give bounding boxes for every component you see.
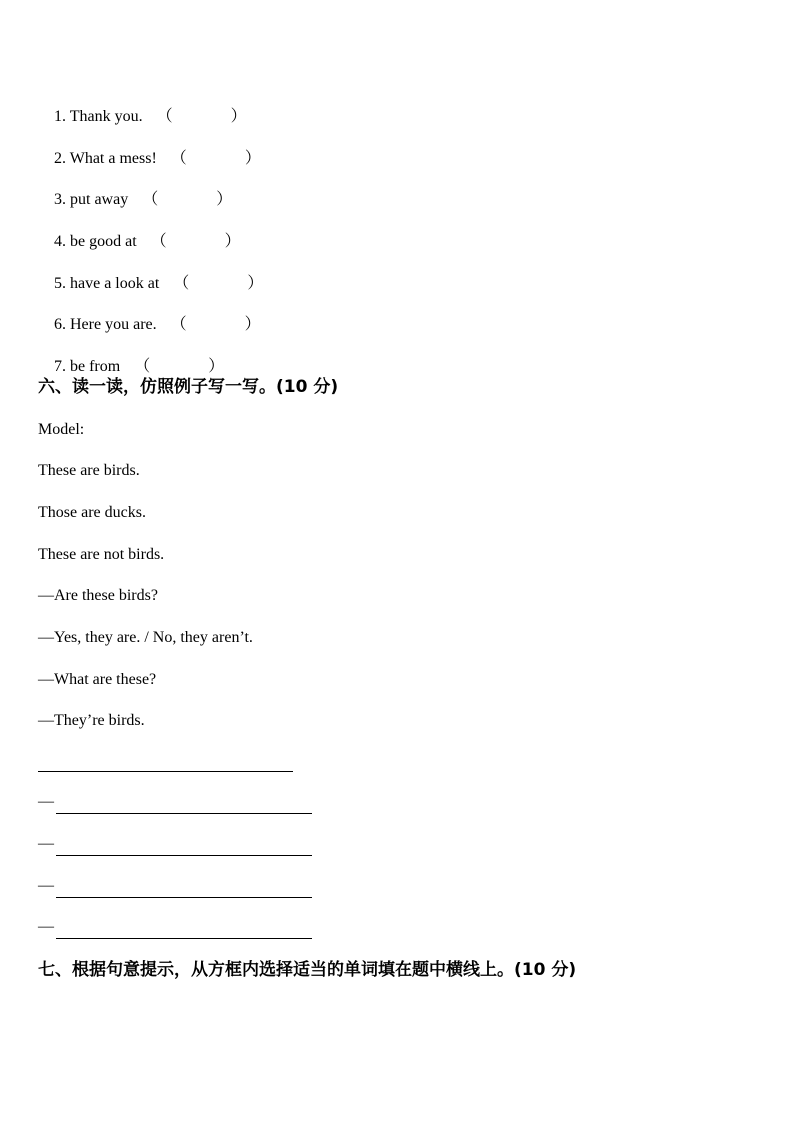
match-item-text: 1. Thank you. — [54, 108, 143, 125]
answer-paren-close: ） — [247, 275, 264, 292]
write-blank-3[interactable] — [56, 855, 312, 856]
model-line-4: —Are these birds? — [38, 587, 158, 604]
model-line-1: These are birds. — [38, 462, 140, 479]
answer-paren-close: ） — [230, 108, 247, 125]
dash-mark: — — [38, 835, 54, 852]
write-blank-2[interactable] — [56, 813, 312, 814]
match-item-text: 4. be good at — [54, 233, 137, 250]
answer-paren-close: ） — [244, 150, 261, 167]
answer-paren-open: （ — [150, 233, 167, 250]
section-6-heading: 六、读一读，仿照例子写一写。(10 分) — [38, 377, 339, 397]
dash-mark: — — [38, 877, 54, 894]
write-blank-5[interactable] — [56, 938, 312, 939]
dash-mark: — — [38, 793, 54, 810]
match-item-text: 2. What a mess! — [54, 150, 157, 167]
dash-mark: — — [38, 918, 54, 935]
match-item-text: 7. be from — [54, 358, 121, 375]
answer-paren-close: ） — [216, 191, 233, 208]
match-item-text: 6. Here you are. — [54, 316, 157, 333]
answer-paren-open: （ — [170, 316, 187, 333]
model-line-2: Those are ducks. — [38, 504, 146, 521]
write-blank-1[interactable] — [38, 771, 293, 772]
answer-paren-close: ） — [208, 358, 225, 375]
model-line-3: These are not birds. — [38, 546, 165, 563]
section-7-heading: 七、根据句意提示，从方框内选择适当的单词填在题中横线上。(10 分) — [38, 960, 577, 980]
answer-paren-open: （ — [173, 275, 190, 292]
write-blank-4[interactable] — [56, 897, 312, 898]
answer-paren-open: （ — [170, 150, 187, 167]
answer-paren-close: ） — [244, 316, 261, 333]
model-line-7: —They’re birds. — [38, 712, 145, 729]
answer-paren-close: ） — [224, 233, 241, 250]
answer-paren-open: （ — [134, 358, 151, 375]
match-item-text: 5. have a look at — [54, 275, 160, 292]
match-item-text: 3. put away — [54, 191, 129, 208]
model-line-5: —Yes, they are. / No, they aren’t. — [38, 629, 253, 646]
model-line-6: —What are these? — [38, 671, 157, 688]
answer-paren-open: （ — [142, 191, 159, 208]
answer-paren-open: （ — [156, 108, 173, 125]
model-label: Model: — [38, 421, 85, 438]
